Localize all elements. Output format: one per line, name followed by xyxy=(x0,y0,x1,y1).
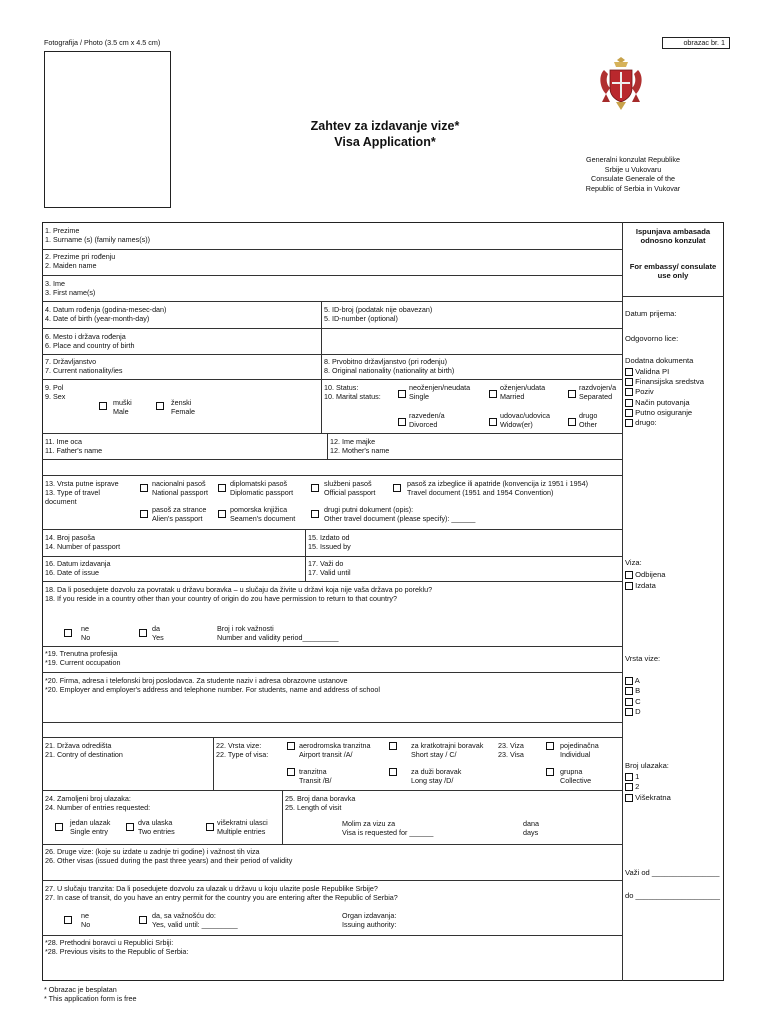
field-16-date-of-issue[interactable]: 16. Datum izdavanja 16. Date of issue xyxy=(45,559,111,577)
sex-male[interactable] xyxy=(99,398,107,410)
entry-checkbox[interactable] xyxy=(126,823,134,831)
doc-checkbox[interactable] xyxy=(625,368,633,376)
field-19-occupation[interactable]: *19. Trenutna profesija *19. Current occupation xyxy=(45,649,121,667)
visa-type-title: Vrsta vize: xyxy=(625,654,661,663)
field-11-father-name[interactable]: 11. Ime oca 11. Father's name xyxy=(45,437,103,455)
entries-options xyxy=(625,772,671,803)
photo-box[interactable] xyxy=(44,51,171,208)
sex-female-checkbox[interactable] xyxy=(156,402,164,410)
row-line xyxy=(42,737,622,738)
visa-decision-item: Izdata xyxy=(625,580,666,591)
right-col-line xyxy=(622,296,724,297)
entry-multiple-label: višekratni ulasci Multiple entries xyxy=(217,818,268,836)
f27-yes-checkbox[interactable] xyxy=(139,916,147,924)
field-13-travel-document: 13. Vrsta putne isprave 13. Type of travel document xyxy=(45,479,119,506)
entry-single-label: jedan ulazak Single entry xyxy=(70,818,111,836)
consulate-line: Republic of Serbia in Vukovar xyxy=(585,184,681,194)
field-23-visa: 23. Viza 23. Visa xyxy=(498,741,524,759)
responsible-label: Odgovorno lice: xyxy=(625,334,679,343)
entries-item: 2 xyxy=(625,782,671,792)
title-en: Visa Application* xyxy=(334,135,436,149)
field-9-sex: 9. Pol 9. Sex xyxy=(45,383,66,401)
entries-checkbox[interactable] xyxy=(625,773,633,781)
f18-no-label: ne No xyxy=(81,624,91,642)
col-split xyxy=(327,433,328,459)
row-line xyxy=(42,275,622,276)
row-line xyxy=(42,844,622,845)
marital-divorced[interactable] xyxy=(398,417,406,426)
field-17-valid-until[interactable]: 17. Važi do 17. Valid until xyxy=(308,559,351,577)
doc-type-checkbox[interactable] xyxy=(218,510,226,518)
marital-other[interactable] xyxy=(568,417,576,426)
visa-mode-individual[interactable] xyxy=(546,741,554,750)
doc-type-alien-label: pasoš za strance Alien's passport xyxy=(152,505,207,523)
footer-note-en: * This application form is free xyxy=(44,994,137,1003)
marital-checkbox[interactable] xyxy=(489,390,497,398)
marital-checkbox[interactable] xyxy=(398,390,406,398)
visa-kind-checkbox[interactable] xyxy=(287,742,295,750)
doc-checkbox[interactable] xyxy=(625,409,633,417)
doc-item: Putno osiguranje xyxy=(625,408,704,418)
form-number: obrazac br. 1 xyxy=(662,37,730,49)
field-27-transit-permit: 27. U slučaju tranzita: Da li posedujete dozvolu za ulazak u državu u koju ulazite posle Republike Srbije? 27. In case of transit, do you have an entry permit for the country you are entering after the Republic of Serbia? xyxy=(45,884,398,902)
field-10-marital-status: 10. Status: 10. Marital status: xyxy=(324,383,381,401)
field-5-id-number[interactable]: 5. ID-broj (podatak nije obavezan) 5. ID-number (optional) xyxy=(324,305,433,323)
visa-mode-collective[interactable] xyxy=(546,767,554,776)
f18-yes-label: da Yes xyxy=(152,624,164,642)
footer-note xyxy=(44,985,137,1003)
marital-single[interactable] xyxy=(398,389,406,398)
row-line xyxy=(42,354,622,355)
doc-type-checkbox[interactable] xyxy=(140,484,148,492)
doc-item: Način putovanja xyxy=(625,398,704,408)
visa-type-options xyxy=(625,676,641,717)
visa-type-item: A xyxy=(625,676,641,686)
entries-checkbox[interactable] xyxy=(625,783,633,791)
marital-single-label: neoženjen/neudata Single xyxy=(409,383,471,401)
entries-item: Višekratna xyxy=(625,793,671,803)
consulate-line: Generalni konzulat Republike xyxy=(586,155,680,164)
f27-no[interactable] xyxy=(64,915,72,924)
divider-right-column xyxy=(622,222,623,981)
visa-type-checkbox[interactable] xyxy=(625,687,633,695)
row-line xyxy=(42,529,622,530)
doc-type-official[interactable] xyxy=(311,483,319,492)
footer-note-sr: * Obrazac je besplatan xyxy=(44,985,117,994)
visa-kind-long-label: za duži boravak Long stay /D/ xyxy=(411,767,462,785)
f27-no-label: ne No xyxy=(81,911,91,929)
f18-yes[interactable] xyxy=(139,628,147,637)
visa-kind-checkbox[interactable] xyxy=(287,768,295,776)
sex-male-checkbox[interactable] xyxy=(99,402,107,410)
photo-label: Fotografija / Photo (3.5 cm x 4.5 cm) xyxy=(44,38,161,47)
field-21-destination[interactable]: 21. Država odredišta 21. Contry of destination xyxy=(45,741,123,759)
visa-kind-airport[interactable] xyxy=(287,741,295,750)
visa-kind-long[interactable] xyxy=(389,767,397,776)
visa-type-checkbox[interactable] xyxy=(625,677,633,685)
field-1-surname[interactable]: 1. Prezime 1. Surname (s) (family names(s)) xyxy=(45,226,151,244)
doc-type-checkbox[interactable] xyxy=(140,510,148,518)
marital-married-label: oženjen/udata Married xyxy=(500,383,546,401)
row-line xyxy=(42,475,622,476)
consulate-line: Consulate Generale of the xyxy=(591,174,675,184)
col-split xyxy=(282,790,283,844)
entry-multiple[interactable] xyxy=(206,822,214,831)
visa-mode-collective-label: grupna Collective xyxy=(560,767,592,785)
row-line xyxy=(42,646,622,647)
entry-single[interactable] xyxy=(55,822,63,831)
visa-mode-checkbox[interactable] xyxy=(546,768,554,776)
doc-checkbox[interactable] xyxy=(625,419,633,427)
embassy-use-sr: Ispunjava ambasada odnosno konzulat xyxy=(635,227,711,246)
visa-mode-individual-label: pojedinačna Individual xyxy=(560,741,599,759)
marital-widowed[interactable] xyxy=(489,417,497,426)
row-line xyxy=(42,379,622,380)
field-20-employer[interactable]: *20. Firma, adresa i telefonski broj poslodavca. Za studente naziv i adresa obrazovne ustanove *20. Employer and employer's address and telephone number. For students, name and address of school xyxy=(45,676,380,694)
marital-checkbox[interactable] xyxy=(489,418,497,426)
entries-checkbox[interactable] xyxy=(625,794,633,802)
visa-kind-transit-label: tranzitna Transit /B/ xyxy=(299,767,332,785)
row-line xyxy=(42,301,622,302)
col-split xyxy=(213,737,214,790)
visa-kind-checkbox[interactable] xyxy=(389,742,397,750)
entry-checkbox[interactable] xyxy=(55,823,63,831)
doc-type-refugee-label: pasoš za izbeglice ili apatride (konvencija iz 1951 i 1954) Travel document (1951 and 1954 Convention) xyxy=(407,479,588,497)
coat-of-arms-icon xyxy=(596,54,646,114)
consulate-address xyxy=(568,155,698,194)
valid-to-field[interactable]: do ____________________ xyxy=(625,891,721,900)
visit-days-requested[interactable]: Molim za vizu za Visa is requested for ______ xyxy=(342,819,434,837)
f27-yes-label[interactable]: da, sa važnošću do: Yes, valid until: _________ xyxy=(152,911,238,929)
marital-separated-label: razdvojen/a Separated xyxy=(579,383,617,401)
row-line xyxy=(42,581,622,582)
row-line xyxy=(42,328,622,329)
row-line xyxy=(42,433,622,434)
field-4-date-of-birth[interactable]: 4. Datum rođenja (godina-mesec-dan) 4. Date of birth (year-month-day) xyxy=(45,305,167,323)
doc-checkbox[interactable] xyxy=(625,378,633,386)
field-12-mother-name[interactable]: 12. Ime majke 12. Mother's name xyxy=(330,437,390,455)
doc-item: Poziv xyxy=(625,387,704,397)
marital-divorced-label: razveden/a Divorced xyxy=(409,411,445,429)
marital-other-label: drugo Other xyxy=(579,411,598,429)
marital-checkbox[interactable] xyxy=(568,390,576,398)
doc-type-alien[interactable] xyxy=(140,509,148,518)
doc-type-national-label: nacionalni pasoš National passport xyxy=(152,479,208,497)
entry-two-label: dva ulaska Two entries xyxy=(138,818,175,836)
visa-kind-airport-label: aerodromska tranzitna Airport transit /A/ xyxy=(299,741,371,759)
marital-checkbox[interactable] xyxy=(398,418,406,426)
visa-decision-checkbox[interactable] xyxy=(625,582,633,590)
visa-type-item: C xyxy=(625,697,641,707)
field-18-return-permission: 18. Da li posedujete dozvolu za povratak u državu boravka – u slučaju da živite u državi koja nije vaša država po poreklu? 18. If you reside in a country other than your country of origin do zou have permission to return to that country? xyxy=(45,585,433,603)
visa-type-checkbox[interactable] xyxy=(625,708,633,716)
doc-type-national[interactable] xyxy=(140,483,148,492)
row-line xyxy=(42,556,622,557)
visa-kind-transit[interactable] xyxy=(287,767,295,776)
doc-type-diplomatic-label: diplomatski pasoš Diplomatic passport xyxy=(230,479,294,497)
marital-separated[interactable] xyxy=(568,389,576,398)
date-received-label: Datum prijema: xyxy=(625,309,677,318)
row-line xyxy=(42,722,622,723)
field-15-issued-by[interactable]: 15. Izdato od 15. Issued by xyxy=(308,533,351,551)
field-8-original-nationality[interactable]: 8. Prvobitno državljanstvo (pri rođenju) 8. Original nationality (nationality at birth) xyxy=(324,357,455,375)
visa-kind-short[interactable] xyxy=(389,741,397,750)
doc-type-other-label: drugi putni dokument (opis): Other travel document (please specify): ______ xyxy=(324,505,476,523)
marital-checkbox[interactable] xyxy=(568,418,576,426)
entry-checkbox[interactable] xyxy=(206,823,214,831)
field-24-entries: 24. Zamoljeni broj ulazaka: 24. Number of entries requested: xyxy=(45,794,151,812)
row-line xyxy=(42,880,622,881)
doc-checkbox[interactable] xyxy=(625,388,633,396)
visa-type-item: B xyxy=(625,686,641,696)
doc-type-seamen-label: pomorska knjižica Seamen's document xyxy=(230,505,296,523)
sex-female[interactable] xyxy=(156,398,164,410)
doc-item: Validna PI xyxy=(625,367,704,377)
entries-item: 1 xyxy=(625,772,671,782)
visa-decision-checkbox[interactable] xyxy=(625,571,633,579)
field-25-length-of-visit: 25. Broj dana boravka 25. Length of visit xyxy=(285,794,356,812)
f18-yes-checkbox[interactable] xyxy=(139,629,147,637)
embassy-use-en: For embassy/ consulate use only xyxy=(629,262,717,281)
doc-type-refugee[interactable] xyxy=(393,483,401,492)
field-7-nationality[interactable]: 7. Državljanstvo 7. Current nationality/ies xyxy=(45,357,123,375)
doc-type-checkbox[interactable] xyxy=(218,484,226,492)
row-line xyxy=(42,935,622,936)
sex-male-label: muški Male xyxy=(113,398,132,416)
visa-type-checkbox[interactable] xyxy=(625,698,633,706)
marital-married[interactable] xyxy=(489,389,497,398)
title-sr: Zahtev za izdavanje vize* xyxy=(310,119,460,133)
doc-type-other[interactable] xyxy=(311,509,319,518)
visit-days-unit: dana days xyxy=(523,819,539,837)
doc-type-checkbox[interactable] xyxy=(311,510,319,518)
doc-type-official-label: službeni pasoš Official passport xyxy=(324,479,376,497)
visa-type-item: D xyxy=(625,707,641,717)
field-28-previous-visits[interactable]: *28. Prethodni boravci u Republici Srbiji: *28. Previous visits to the Republic of Serbia: xyxy=(45,938,189,956)
doc-checkbox[interactable] xyxy=(625,399,633,407)
entries-title: Broj ulazaka: xyxy=(625,761,669,770)
doc-item: Finansijska sredstva xyxy=(625,377,704,387)
doc-type-seamen[interactable] xyxy=(218,509,226,518)
col-split xyxy=(305,529,306,581)
row-line xyxy=(42,672,622,673)
field-14-passport-number[interactable]: 14. Broj pasoša 14. Number of passport xyxy=(45,533,121,551)
visa-decision-item: Odbijena xyxy=(625,569,666,580)
marital-widowed-label: udovac/udovica Widow(er) xyxy=(500,411,550,429)
doc-item: drugo: xyxy=(625,418,704,428)
f18-number-validity[interactable]: Broj i rok važnosti Number and validity period_________ xyxy=(217,624,339,642)
visa-kind-checkbox[interactable] xyxy=(389,768,397,776)
field-22-visa-type: 22. Vrsta vize: 22. Type of visa: xyxy=(216,741,269,759)
field-3-first-name[interactable]: 3. Ime 3. First name(s) xyxy=(45,279,96,297)
f27-issuing-authority[interactable]: Organ izdavanja: Issuing authority: xyxy=(342,911,397,929)
doc-type-checkbox[interactable] xyxy=(311,484,319,492)
row-line xyxy=(42,249,622,250)
row-line xyxy=(42,459,622,460)
f18-no[interactable] xyxy=(64,628,72,637)
doc-type-checkbox[interactable] xyxy=(393,484,401,492)
field-6-place-of-birth[interactable]: 6. Mesto i država rođenja 6. Place and country of birth xyxy=(45,332,135,350)
f27-yes[interactable] xyxy=(139,915,147,924)
valid-from-field[interactable]: Važi od ________________ xyxy=(625,868,720,877)
docs-title: Dodatna dokumenta xyxy=(625,356,694,365)
f18-no-checkbox[interactable] xyxy=(64,629,72,637)
field-2-maiden-name[interactable]: 2. Prezime pri rođenju 2. Maiden name xyxy=(45,252,116,270)
visa-mode-checkbox[interactable] xyxy=(546,742,554,750)
row-line xyxy=(42,790,622,791)
sex-female-label: ženski Female xyxy=(171,398,195,416)
col-split xyxy=(321,301,322,433)
f27-no-checkbox[interactable] xyxy=(64,916,72,924)
doc-type-diplomatic[interactable] xyxy=(218,483,226,492)
entry-two[interactable] xyxy=(126,822,134,831)
consulate-line: Srbije u Vukovaru xyxy=(604,164,662,174)
visa-decision-options xyxy=(625,569,666,591)
visa-decision-title: Viza: xyxy=(625,558,642,567)
docs-checklist xyxy=(625,367,704,428)
field-26-other-visas[interactable]: 26. Druge vize: (koje su izdate u zadnje tri godine) i važnost tih viza 26. Other visas (issued during the past three years) and their period of validity xyxy=(45,847,293,865)
visa-kind-short-label: za kratkotrajni boravak Short stay / C/ xyxy=(411,741,484,759)
